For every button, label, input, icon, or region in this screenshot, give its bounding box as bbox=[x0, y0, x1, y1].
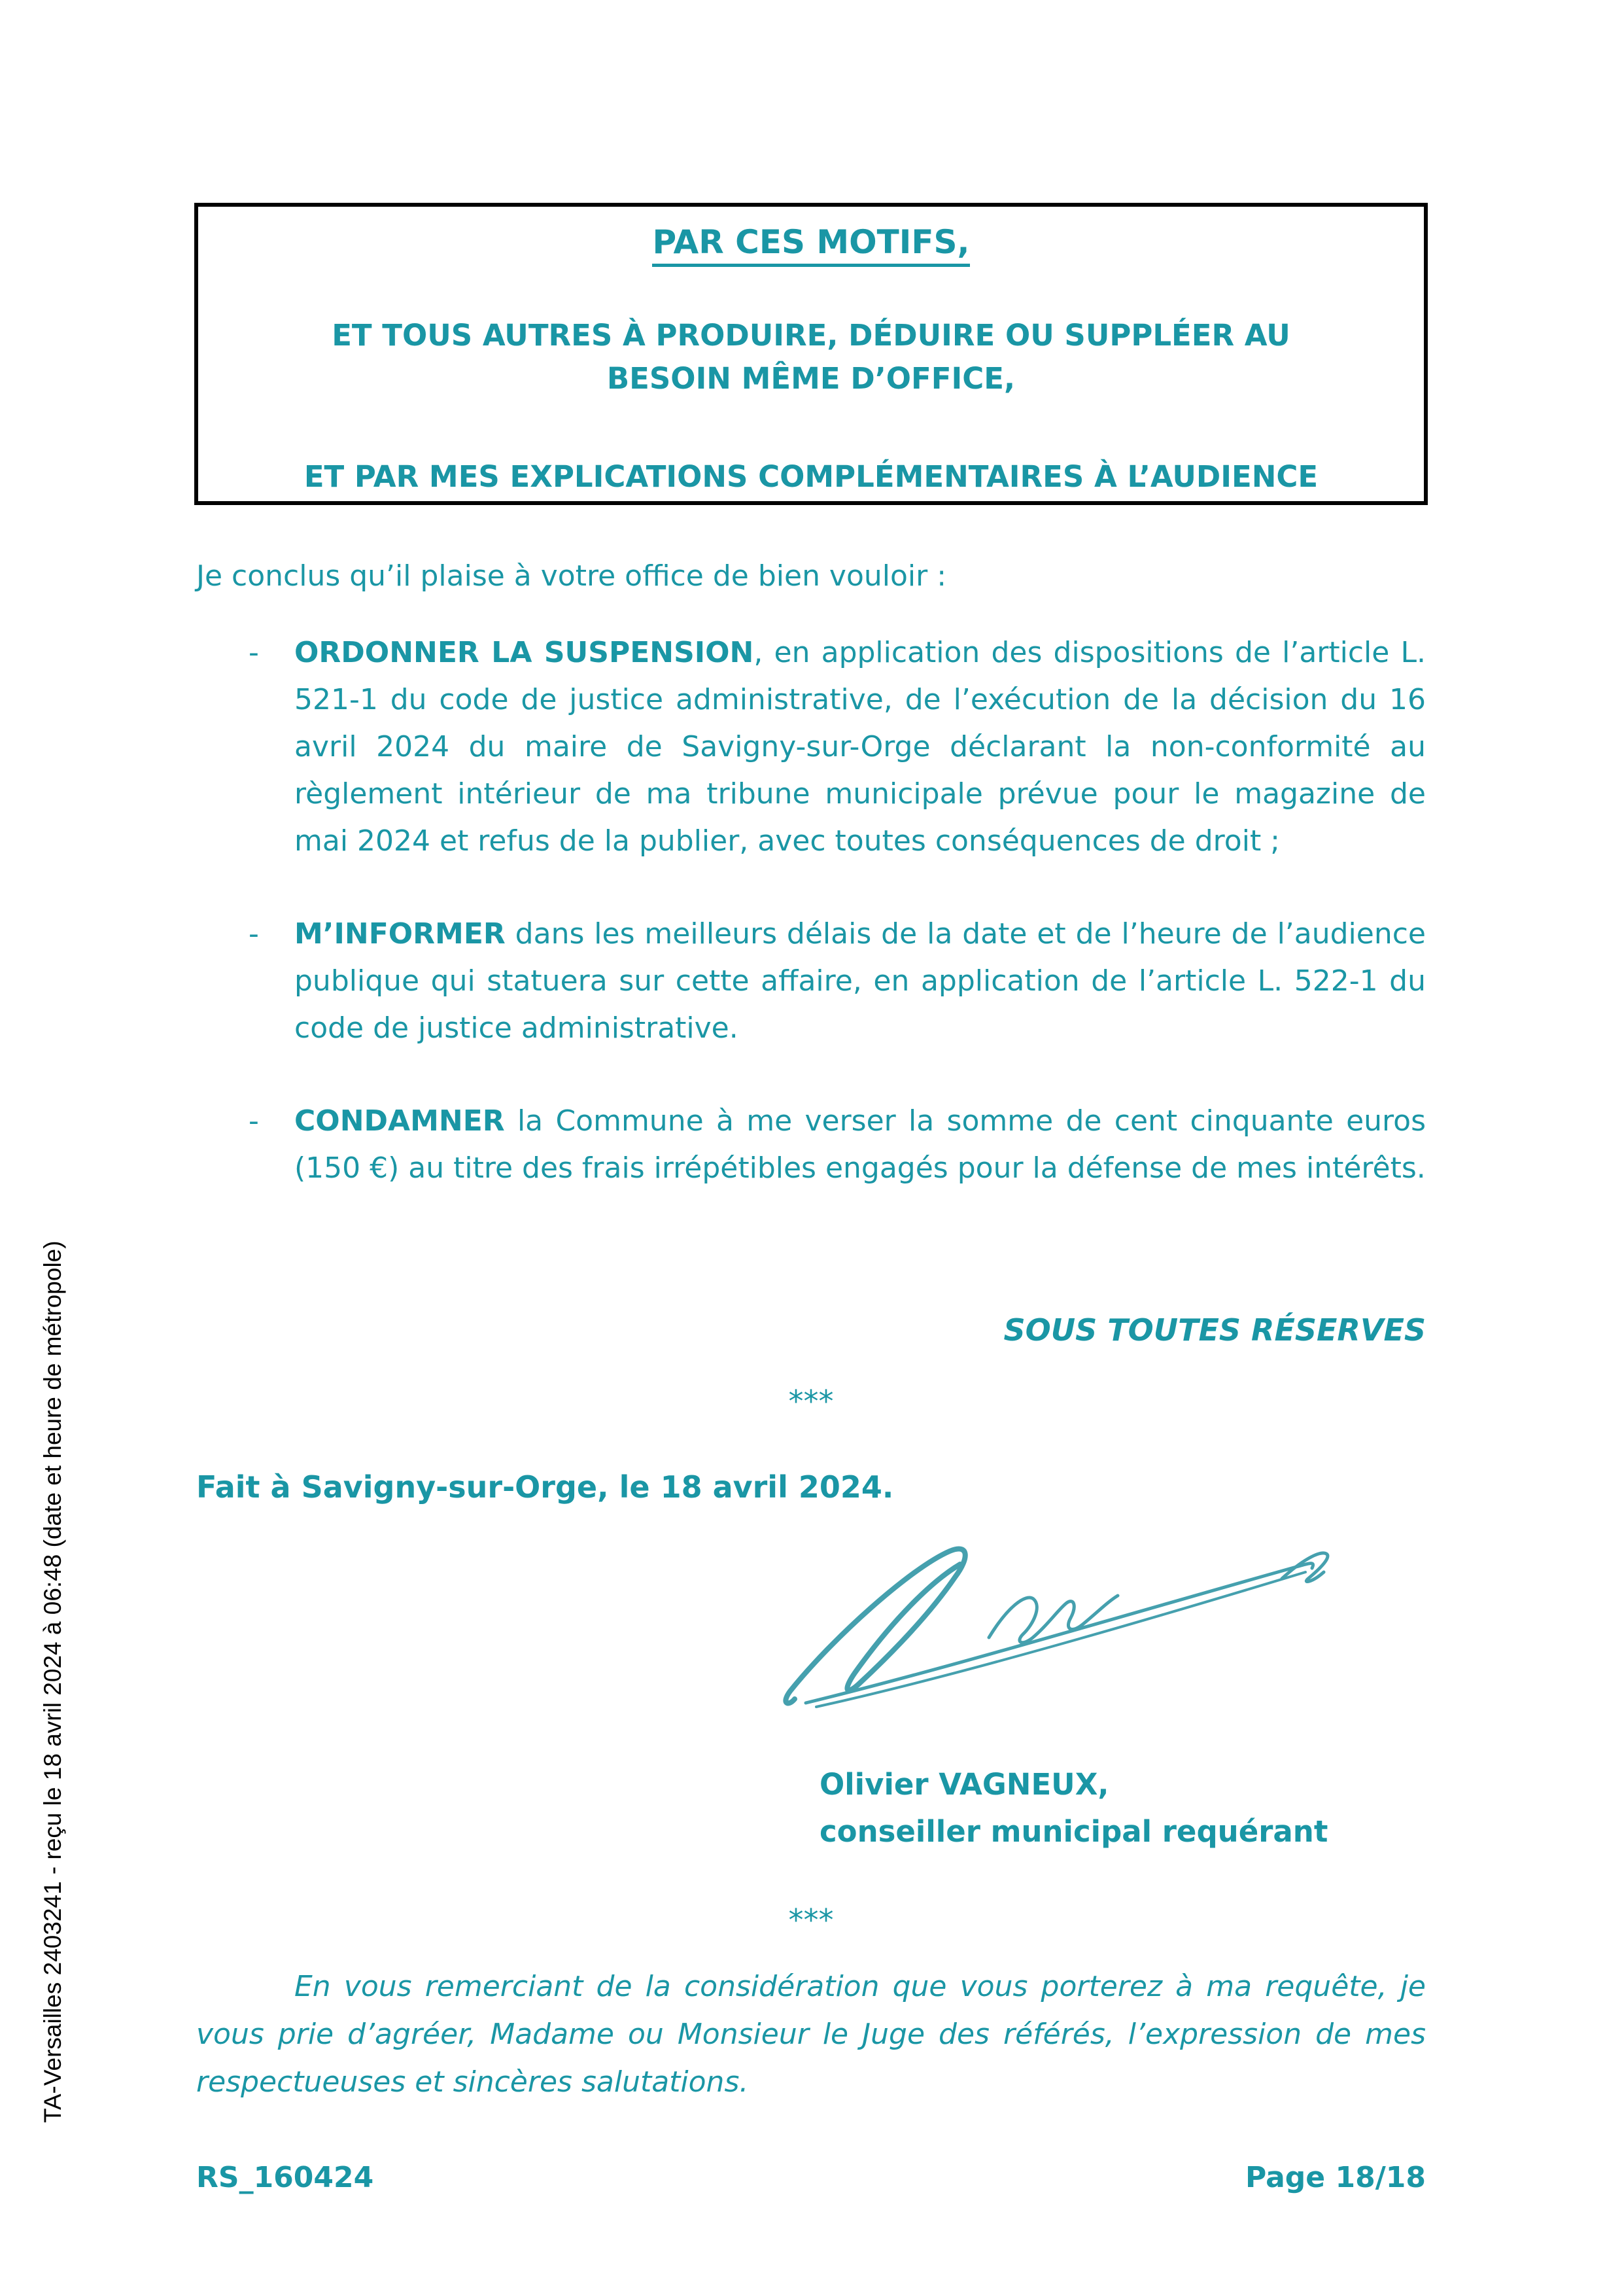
footer-page-number: Page 18/18 bbox=[1245, 2161, 1426, 2194]
list-item-dash: - bbox=[249, 917, 259, 951]
demand-rest: dans les meilleurs délais de la date et de l’heure de l’audience publique qui statuera sur cette affaire, en application de l’article L. 522-1 du code de justice administrative. bbox=[294, 917, 1426, 1045]
stars-separator: *** bbox=[788, 1384, 834, 1419]
demand-text bbox=[294, 911, 1426, 1052]
footer-reference: RS_160424 bbox=[196, 2161, 374, 2194]
list-item bbox=[196, 1098, 1426, 1192]
signatory-name: Olivier VAGNEUX, bbox=[820, 1767, 1109, 1802]
list-item-dash: - bbox=[249, 636, 259, 669]
motifs-title-text: PAR CES MOTIFS, bbox=[652, 223, 969, 267]
stars-separator: *** bbox=[788, 1902, 834, 1938]
signatory-block bbox=[820, 1761, 1328, 1855]
motifs-paragraph-2 bbox=[224, 314, 1398, 400]
page-footer bbox=[196, 2159, 1426, 2197]
motifs-paragraph-3: ET PAR MES EXPLICATIONS COMPLÉMENTAIRES À L’AUDIENCE bbox=[303, 459, 1319, 494]
closing-paragraph: En vous remerciant de la considération que vous porterez à ma requête, je vous prie d’agréer, Madame ou Monsieur le Juge des référés, l’expression de mes respectueuses et sincères salutations. bbox=[196, 1970, 1426, 2099]
signature-image bbox=[759, 1534, 1347, 1717]
demand-text bbox=[294, 629, 1426, 865]
motifs-paragraph-2-line-1: ET TOUS AUTRES À PRODUIRE, DÉDUIRE OU SUPPLÉER AU bbox=[332, 318, 1290, 353]
reserves-line: SOUS TOUTES RÉSERVES bbox=[1003, 1312, 1426, 1348]
motifs-title bbox=[224, 221, 1398, 263]
demand-lead: CONDAMNER bbox=[294, 1104, 505, 1138]
list-item bbox=[196, 911, 1426, 1052]
demand-rest: , en application des dispositions de l’article L. 521-1 du code de justice administrative, de l’exécution de la décision du 16 avril 2024 du maire de Savigny-sur-Orge déclarant la non-conformité au règlement intérieur de ma tribune municipale prévue pour le magazine de mai 2024 et refus de la publier, avec toutes conséquences de droit ; bbox=[294, 636, 1426, 858]
demands-list bbox=[196, 629, 1426, 1192]
intro-line: Je conclus qu’il plaise à votre office de bien vouloir : bbox=[196, 559, 947, 593]
demand-lead: ORDONNER LA SUSPENSION bbox=[294, 636, 754, 669]
signatory-role: conseiller municipal requérant bbox=[820, 1814, 1328, 1849]
motifs-box bbox=[194, 203, 1428, 505]
list-item bbox=[196, 629, 1426, 865]
list-item-dash: - bbox=[249, 1104, 259, 1138]
demand-rest: la Commune à me verser la somme de cent cinquante euros (150 €) au titre des frais irrépétibles engagés pour la défense de mes intérêts. bbox=[294, 1104, 1426, 1185]
demand-lead: M’INFORMER bbox=[294, 917, 506, 951]
place-date-line: Fait à Savigny-sur-Orge, le 18 avril 2024. bbox=[196, 1469, 894, 1505]
sidebar-receipt-note: TA-Versailles 2403241 - reçu le 18 avril 2024 à 06:48 (date et heure de métropole) bbox=[39, 1240, 66, 2123]
motifs-paragraph-2-line-2: BESOIN MÊME D’OFFICE, bbox=[606, 361, 1016, 396]
demand-text bbox=[294, 1098, 1426, 1192]
